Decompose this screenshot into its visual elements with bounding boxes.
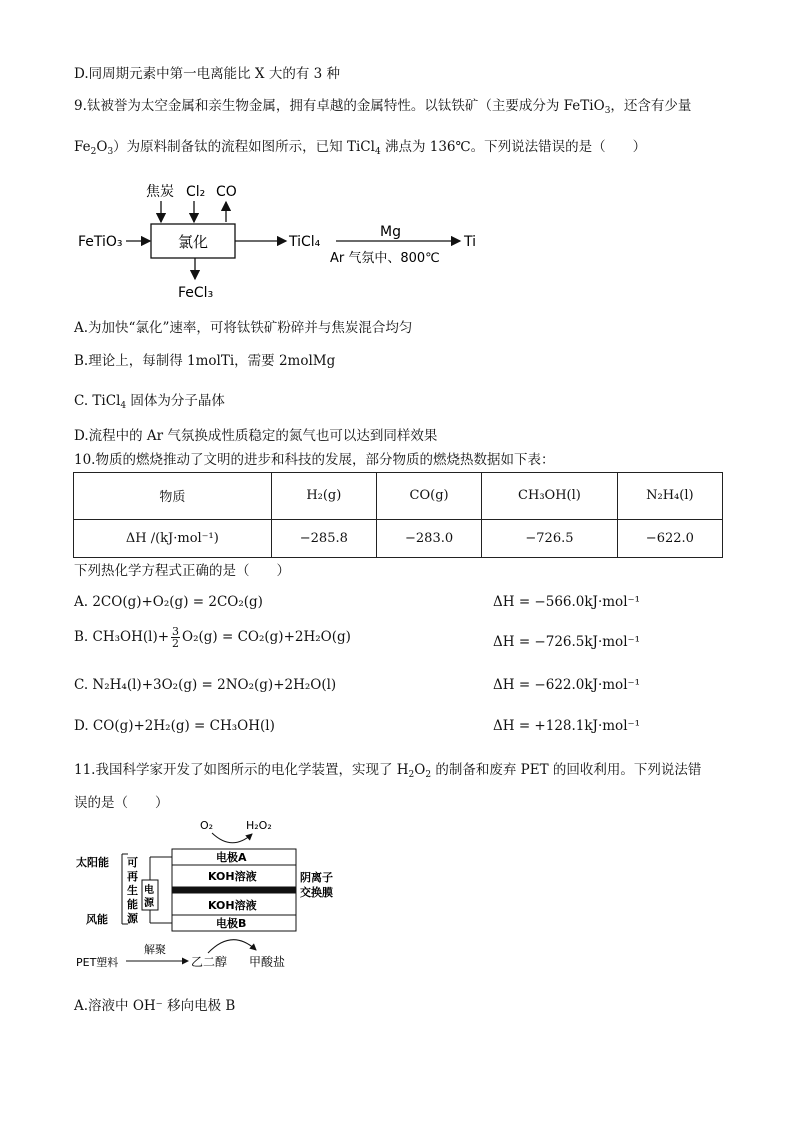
q10-option-d-dh: ΔH = +128.1kJ·mol⁻¹ xyxy=(493,718,641,734)
flow-co: CO xyxy=(216,184,237,200)
table-row-label: ΔH /(kJ·mol⁻¹) xyxy=(74,519,272,557)
q8-option-d: D.同周期元素中第一电离能比 X 大的有 3 种 xyxy=(74,66,340,82)
svg-text:生: 生 xyxy=(127,884,138,897)
table-header-cell: H₂(g) xyxy=(271,473,376,520)
q9-option-c: C. TiCl$_4$ 固体为分子晶体 xyxy=(74,393,225,411)
svg-text:电极B: 电极B xyxy=(216,917,247,930)
svg-text:能: 能 xyxy=(127,898,138,911)
svg-text:源: 源 xyxy=(144,898,154,909)
q11-option-a: A.溶液中 OH⁻ 移向电极 B xyxy=(74,998,236,1014)
q9-stem-line1: 9.钛被誉为太空金属和亲生物金属，拥有卓越的金属特性。以钛铁矿（主要成分为 FeTiO$_3$，还含有少量 xyxy=(74,98,692,116)
flow-box-label: 氯化 xyxy=(178,233,209,251)
svg-text:可: 可 xyxy=(127,856,138,869)
q10-option-b-dh: ΔH = −726.5kJ·mol⁻¹ xyxy=(493,634,641,650)
wind-label: 风能 xyxy=(86,913,108,926)
svg-text:再: 再 xyxy=(127,870,138,883)
flow-mg: Mg xyxy=(380,224,401,240)
table-cell: −283.0 xyxy=(376,519,481,557)
membrane-label-1: 阴离子 xyxy=(300,871,333,884)
titanium-flow-diagram xyxy=(74,176,494,306)
q10-option-a: A. 2CO(g)+O₂(g) = 2CO₂(g) xyxy=(74,594,263,610)
formate-label: 甲酸盐 xyxy=(249,955,286,969)
flow-fecl3: FeCl₃ xyxy=(178,285,214,301)
svg-text:KOH溶液: KOH溶液 xyxy=(208,870,257,883)
svg-text:源: 源 xyxy=(127,912,138,925)
q10-question: 下列热化学方程式正确的是（ ） xyxy=(74,563,290,579)
h2o2-label: H₂O₂ xyxy=(246,819,272,832)
solar-label: 太阳能 xyxy=(76,856,109,869)
glycol-label: 乙二醇 xyxy=(191,955,228,969)
membrane-label-2: 交换膜 xyxy=(300,886,333,899)
table-cell: −726.5 xyxy=(482,519,618,557)
svg-text:电极A: 电极A xyxy=(216,851,247,864)
table-header-cell: 物质 xyxy=(74,473,272,520)
anion-exchange-membrane xyxy=(172,887,296,893)
table-row xyxy=(74,519,723,557)
pet-label: PET塑料 xyxy=(76,956,119,969)
table-header-cell: N₂H₄(l) xyxy=(617,473,722,520)
flow-ticl4: TiCl₄ xyxy=(289,234,321,250)
table-cell: −285.8 xyxy=(271,519,376,557)
table-header-row xyxy=(74,473,723,520)
q10-option-a-dh: ΔH = −566.0kJ·mol⁻¹ xyxy=(493,594,641,610)
q10-option-c-dh: ΔH = −622.0kJ·mol⁻¹ xyxy=(493,677,641,693)
q9-option-d: D.流程中的 Ar 气氛换成性质稳定的氮气也可以达到同样效果 xyxy=(74,428,438,444)
q10-option-d: D. CO(g)+2H₂(g) = CH₃OH(l) xyxy=(74,718,275,734)
table-header-cell: CO(g) xyxy=(376,473,481,520)
fraction: $\frac{3}{2}$ xyxy=(172,625,180,650)
q11-stem-line2: 误的是（ ） xyxy=(74,795,169,811)
q10-option-b: B. CH₃OH(l)+ $\frac{3}{2}$ O₂(g) = CO₂(g)+2H₂O(g) xyxy=(74,625,351,650)
flow-ti: Ti xyxy=(464,234,477,250)
flow-condition: Ar 气氛中、800℃ xyxy=(330,251,440,266)
svg-text:KOH溶液: KOH溶液 xyxy=(208,899,257,912)
q10-option-c: C. N₂H₄(l)+3O₂(g) = 2NO₂(g)+2H₂O(l) xyxy=(74,677,337,693)
flow-chlorine: Cl₂ xyxy=(186,184,206,200)
depoly-label: 解聚 xyxy=(144,943,166,956)
svg-text:电: 电 xyxy=(144,885,154,896)
flow-input: FeTiO₃ xyxy=(78,234,123,250)
o2-label: O₂ xyxy=(200,819,214,832)
q9-option-a: A.为加快“氯化”速率，可将钛铁矿粉碎并与焦炭混合均匀 xyxy=(74,320,413,336)
flow-coke: 焦炭 xyxy=(146,184,174,200)
table-header-cell: CH₃OH(l) xyxy=(482,473,618,520)
q11-stem-line1: 11.我国科学家开发了如图所示的电化学装置，实现了 $H_2O_2$ 的制备和废弃 PET 的回收利用。下列说法错 xyxy=(74,762,702,780)
electrochemical-cell-diagram xyxy=(74,816,364,972)
q9-option-b: B.理论上，每制得 1molTi，需要 2molMg xyxy=(74,353,336,369)
combustion-heat-table xyxy=(73,472,723,558)
table-cell: −622.0 xyxy=(617,519,722,557)
q9-stem-line2: $Fe_2O_3$）为原料制备钛的流程如图所示，已知 TiCl$_4$ 沸点为 136℃。下列说法错误的是（ ） xyxy=(74,139,647,157)
q10-stem: 10.物质的燃烧推动了文明的进步和科技的发展，部分物质的燃烧热数据如下表： xyxy=(74,452,555,468)
